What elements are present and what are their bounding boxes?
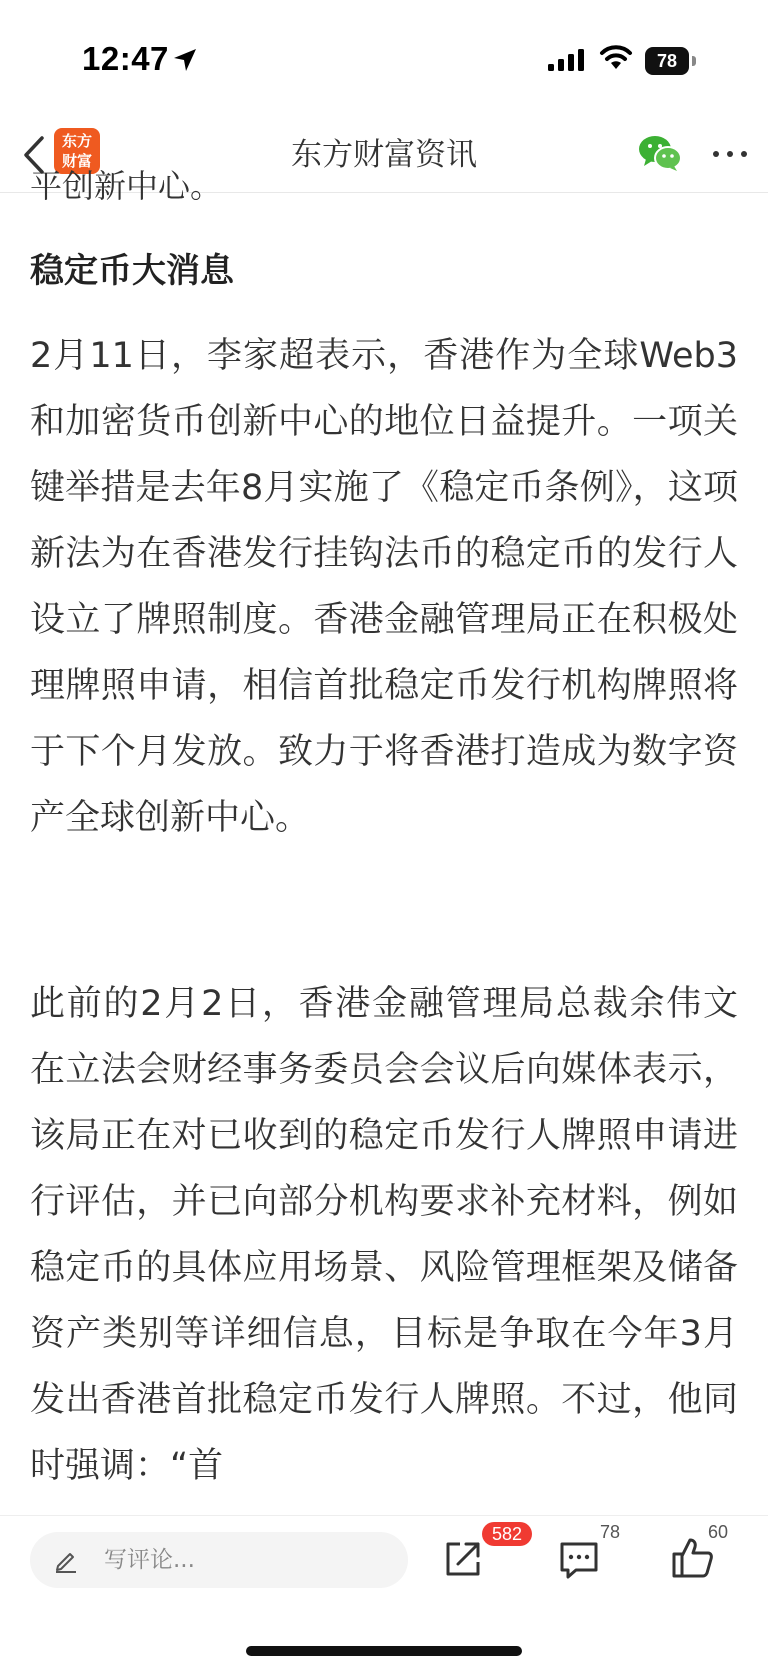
previous-paragraph-tail: 平创新中心。	[30, 167, 223, 205]
article-paragraph: 2月11日，李家超表示，香港作为全球Web3和加密货币创新中心的地位日益提升。一项关键举措是去年8月实施了《稳定币条例》，这项新法为在香港发行挂钩法币的稳定币的发行人设立了牌照制度。香港金融管理局正在积极处理牌照申请，相信首批稳定币发行机构牌照将于下个月发放。致力于将香港打造成为数字资产全球创新中心。	[30, 336, 738, 838]
page-title: 东方财富资讯	[291, 137, 477, 173]
battery-level: 78	[656, 51, 678, 71]
battery-indicator	[645, 47, 699, 75]
like-count: 60	[708, 1522, 729, 1542]
status-bar	[0, 0, 768, 118]
cellular-signal-icon	[548, 49, 586, 71]
share-count-badge: 582	[482, 1522, 532, 1546]
comment-placeholder: 写评论...	[104, 1547, 195, 1573]
pencil-icon	[52, 1546, 80, 1574]
section-heading: 稳定币大消息	[30, 251, 234, 291]
wechat-share-icon[interactable]	[638, 134, 682, 172]
wifi-icon	[600, 45, 632, 71]
comment-input[interactable]	[30, 1532, 408, 1588]
logo-text-line1: 东方	[61, 132, 92, 150]
bottom-action-bar	[0, 1515, 768, 1671]
more-options-button[interactable]	[708, 134, 752, 174]
location-arrow-icon	[172, 47, 198, 73]
article-paragraph: 此前的2月2日，香港金融管理局总裁余伟文在立法会财经事务委员会会议后向媒体表示，该局正在对已收到的稳定币发行人牌照申请进行评估，并已向部分机构要求补充材料，例如稳定币的具体应用场景、风险管理框架及储备资产类别等详细信息，目标是争取在今年3月发出香港首批稳定币发行人牌照。不过，他同时强调：“首	[30, 984, 738, 1486]
comment-button[interactable]	[556, 1536, 602, 1582]
comment-count: 78	[600, 1522, 621, 1542]
home-indicator	[246, 1646, 522, 1656]
logo-text-line2: 财富	[61, 152, 92, 170]
share-button[interactable]	[440, 1536, 486, 1582]
article-body	[0, 167, 768, 1515]
status-time: 12:47	[82, 40, 169, 77]
